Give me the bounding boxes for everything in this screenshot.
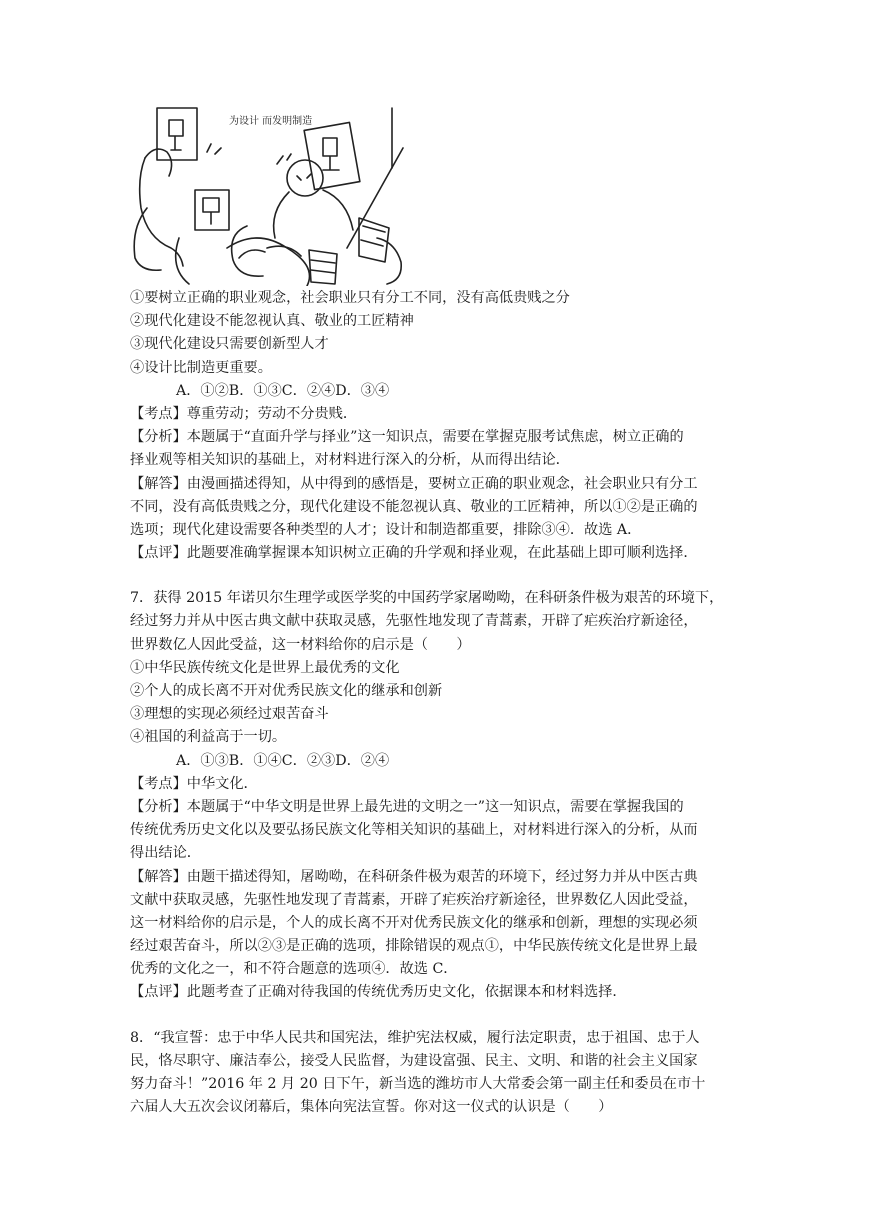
q7-jieda-line-5: 优秀的文化之一，和不符合题意的选项④．故选 C． (130, 961, 458, 978)
q8-stem-line-2: 民，恪尽职守、廉洁奉公，接受人民监督，为建设富强、民主、文明、和谐的社会主义国家 (130, 1052, 698, 1069)
q7-dianping: 【点评】此题考查了正确对待我国的传统优秀历史文化，依据课本和材料选择． (130, 984, 627, 1001)
q7-option-1: ①中华民族传统文化是世界上最优秀的文化 (130, 659, 400, 676)
q6-jieda-line-3: 选项；现代化建设需要各种类型的人才；设计和制造都重要，排除③④．故选 A． (130, 521, 642, 538)
q7-option-4: ④祖国的利益高于一切。 (130, 729, 287, 746)
q7-fenxi-line-2: 传统优秀历史文化以及要弘扬民族文化等相关知识的基础上，对材料进行深入的分析，从而 (130, 822, 698, 839)
q6-choices: A．①②B．①③C．②④D．③④ (176, 382, 390, 399)
q7-stem-line-1: 7．获得 2015 年诺贝尔生理学或医学奖的中国药学家屠呦呦，在科研条件极为艰苦的环境下， (130, 590, 724, 607)
q7-jieda-line-1: 【解答】由题干描述得知，屠呦呦，在科研条件极为艰苦的环境下，经过努力并从中医古典 (130, 868, 698, 885)
q6-option-2: ②现代化建设不能忽视认真、敬业的工匠精神 (130, 313, 414, 330)
q7-fenxi-line-1: 【分析】本题属于“中华文明是世界上最先进的文明之一”这一知识点，需要在掌握我国的 (130, 798, 684, 815)
cartoon-caption: 为设计 而发明制造 (229, 116, 313, 127)
q7-stem-line-2: 经过努力并从中医古典文献中获取灵感，先驱性地发现了青蒿素，开辟了疟疾治疗新途径， (130, 613, 698, 630)
cartoon-illustration (127, 98, 409, 286)
spacer (130, 565, 740, 587)
q6-fenxi-line-2: 择业观等相关知识的基础上，对材料进行深入的分析，从而得出结论． (130, 452, 570, 469)
q7-jieda-line-4: 经过艰苦奋斗，所以②③是正确的选项，排除错误的观点①，中华民族传统文化是世界上最 (130, 938, 698, 955)
q6-dianping: 【点评】此题要准确掌握课本知识树立正确的升学观和择业观，在此基础上即可顺利选择． (130, 545, 698, 562)
spacer (130, 1005, 740, 1027)
q7-fenxi-line-3: 得出结论． (130, 845, 201, 862)
question-content (130, 287, 740, 1119)
q7-option-2: ②个人的成长离不开对优秀民族文化的继承和创新 (130, 683, 443, 699)
q8-stem-line-3: 努力奋斗！”2016 年 2 月 20 日下午，新当选的潍坊市人大常委会第一副主任和委员在市十 (130, 1076, 706, 1092)
q7-choices: A．①③B．①④C．②③D．②④ (176, 752, 390, 769)
q7-jieda-line-3: 这一材料给你的启示是，个人的成长离不开对优秀民族文化的继承和创新，理想的实现必须 (130, 914, 698, 931)
q6-kaodian: 【考点】尊重劳动；劳动不分贵贱． (130, 405, 358, 422)
q7-stem-line-3: 世界数亿人因此受益，这一材料给你的启示是（ ） (130, 636, 471, 653)
q6-option-4: ④设计比制造更重要。 (130, 359, 272, 376)
q6-fenxi-line-1: 【分析】本题属于“直面升学与择业”这一知识点，需要在掌握克服考试焦虑，树立正确的 (130, 429, 684, 446)
q7-kaodian: 【考点】中华文化． (130, 775, 258, 792)
q6-jieda-line-1: 【解答】由漫画描述得知，从中得到的感悟是，要树立正确的职业观念，社会职业只有分工 (130, 475, 698, 492)
q7-option-3: ③理想的实现必须经过艰苦奋斗 (130, 706, 329, 723)
q6-option-3: ③现代化建设只需要创新型人才 (130, 336, 329, 353)
q8-stem-line-1: 8．“我宣誓：忠于中华人民共和国宪法，维护宪法权威，履行法定职责，忠于祖国、忠于人 (130, 1029, 700, 1046)
q8-stem-line-4: 六届人大五次会议闭幕后，集体向宪法宣誓。你对这一仪式的认识是（ ） (130, 1099, 613, 1116)
q7-jieda-line-2: 文献中获取灵感，先驱性地发现了青蒿素，开辟了疟疾治疗新途径，世界数亿人因此受益， (130, 891, 698, 908)
q6-option-1: ①要树立正确的职业观念，社会职业只有分工不同，没有高低贵贱之分 (130, 290, 570, 306)
q6-jieda-line-2: 不同，没有高低贵贱之分，现代化建设不能忽视认真、敬业的工匠精神，所以①②是正确的 (130, 498, 698, 515)
